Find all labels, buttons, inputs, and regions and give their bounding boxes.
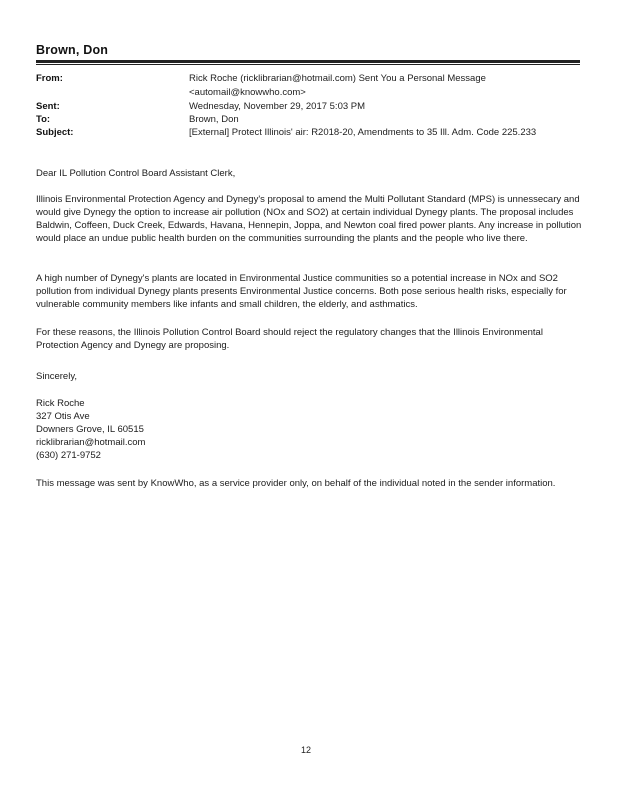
subject-value: [External] Protect Illinois' air: R2018-20, Amendments to 35 Ill. Adm. Code 225.233 <box>189 127 537 138</box>
heading-rule-thin <box>36 64 580 65</box>
signature-phone: (630) 271-9752 <box>36 450 101 461</box>
body-paragraph-3: For these reasons, the Illinois Pollution Control Board should reject the regulatory changes that the Illinois Environmental Protection Agency and Dynegy are proposing. <box>36 327 543 352</box>
to-value: Brown, Don <box>189 114 239 125</box>
signature-email: ricklibrarian@hotmail.com <box>36 437 146 448</box>
salutation: Dear IL Pollution Control Board Assistant Clerk, <box>36 168 236 179</box>
signature-address-street: 327 Otis Ave <box>36 411 90 422</box>
heading-rule-thick <box>36 60 580 63</box>
subject-label: Subject: <box>36 127 74 138</box>
page-number: 12 <box>301 745 312 755</box>
from-value: Rick Roche (ricklibrarian@hotmail.com) Sent You a Personal Message <box>189 73 486 84</box>
footer-note: This message was sent by KnowWho, as a service provider only, on behalf of the individual noted in the sender information. <box>36 478 556 489</box>
sender-name-heading: Brown, Don <box>36 43 109 57</box>
signature-address-city: Downers Grove, IL 60515 <box>36 424 144 435</box>
closing: Sincerely, <box>36 371 78 382</box>
body-paragraph-2: A high number of Dynegy's plants are located in Environmental Justice communities so a potential increase in NOx and SO2 pollution from individual Dynegy plants presents Environmental Justice concerns. Both pose serious health risks, especially for vulnerable community members like infants and small children, the elderly, and asthmatics. <box>36 273 567 311</box>
sent-label: Sent: <box>36 101 60 112</box>
to-label: To: <box>36 114 51 125</box>
from-value-address: <automail@knowwho.com> <box>189 87 306 98</box>
body-paragraph-1: Illinois Environmental Protection Agency and Dynegy's proposal to amend the Multi Pollutant Standard (MPS) is unnessecary and would give Dynegy the option to increase air pollution (NOx and SO2) at certain individual Dynegy plants. The proposal includes Baldwin, Coffeen, Duck Creek, Edwards, Havana, Hennepin, Joppa, and Newton coal fired power plants. Any increase in pollution would place an undue public health burden on the communities surrounding the plants and the people who live there. <box>36 194 582 245</box>
signature-name: Rick Roche <box>36 398 85 409</box>
from-label: From: <box>36 73 63 84</box>
sent-value: Wednesday, November 29, 2017 5:03 PM <box>189 101 366 112</box>
